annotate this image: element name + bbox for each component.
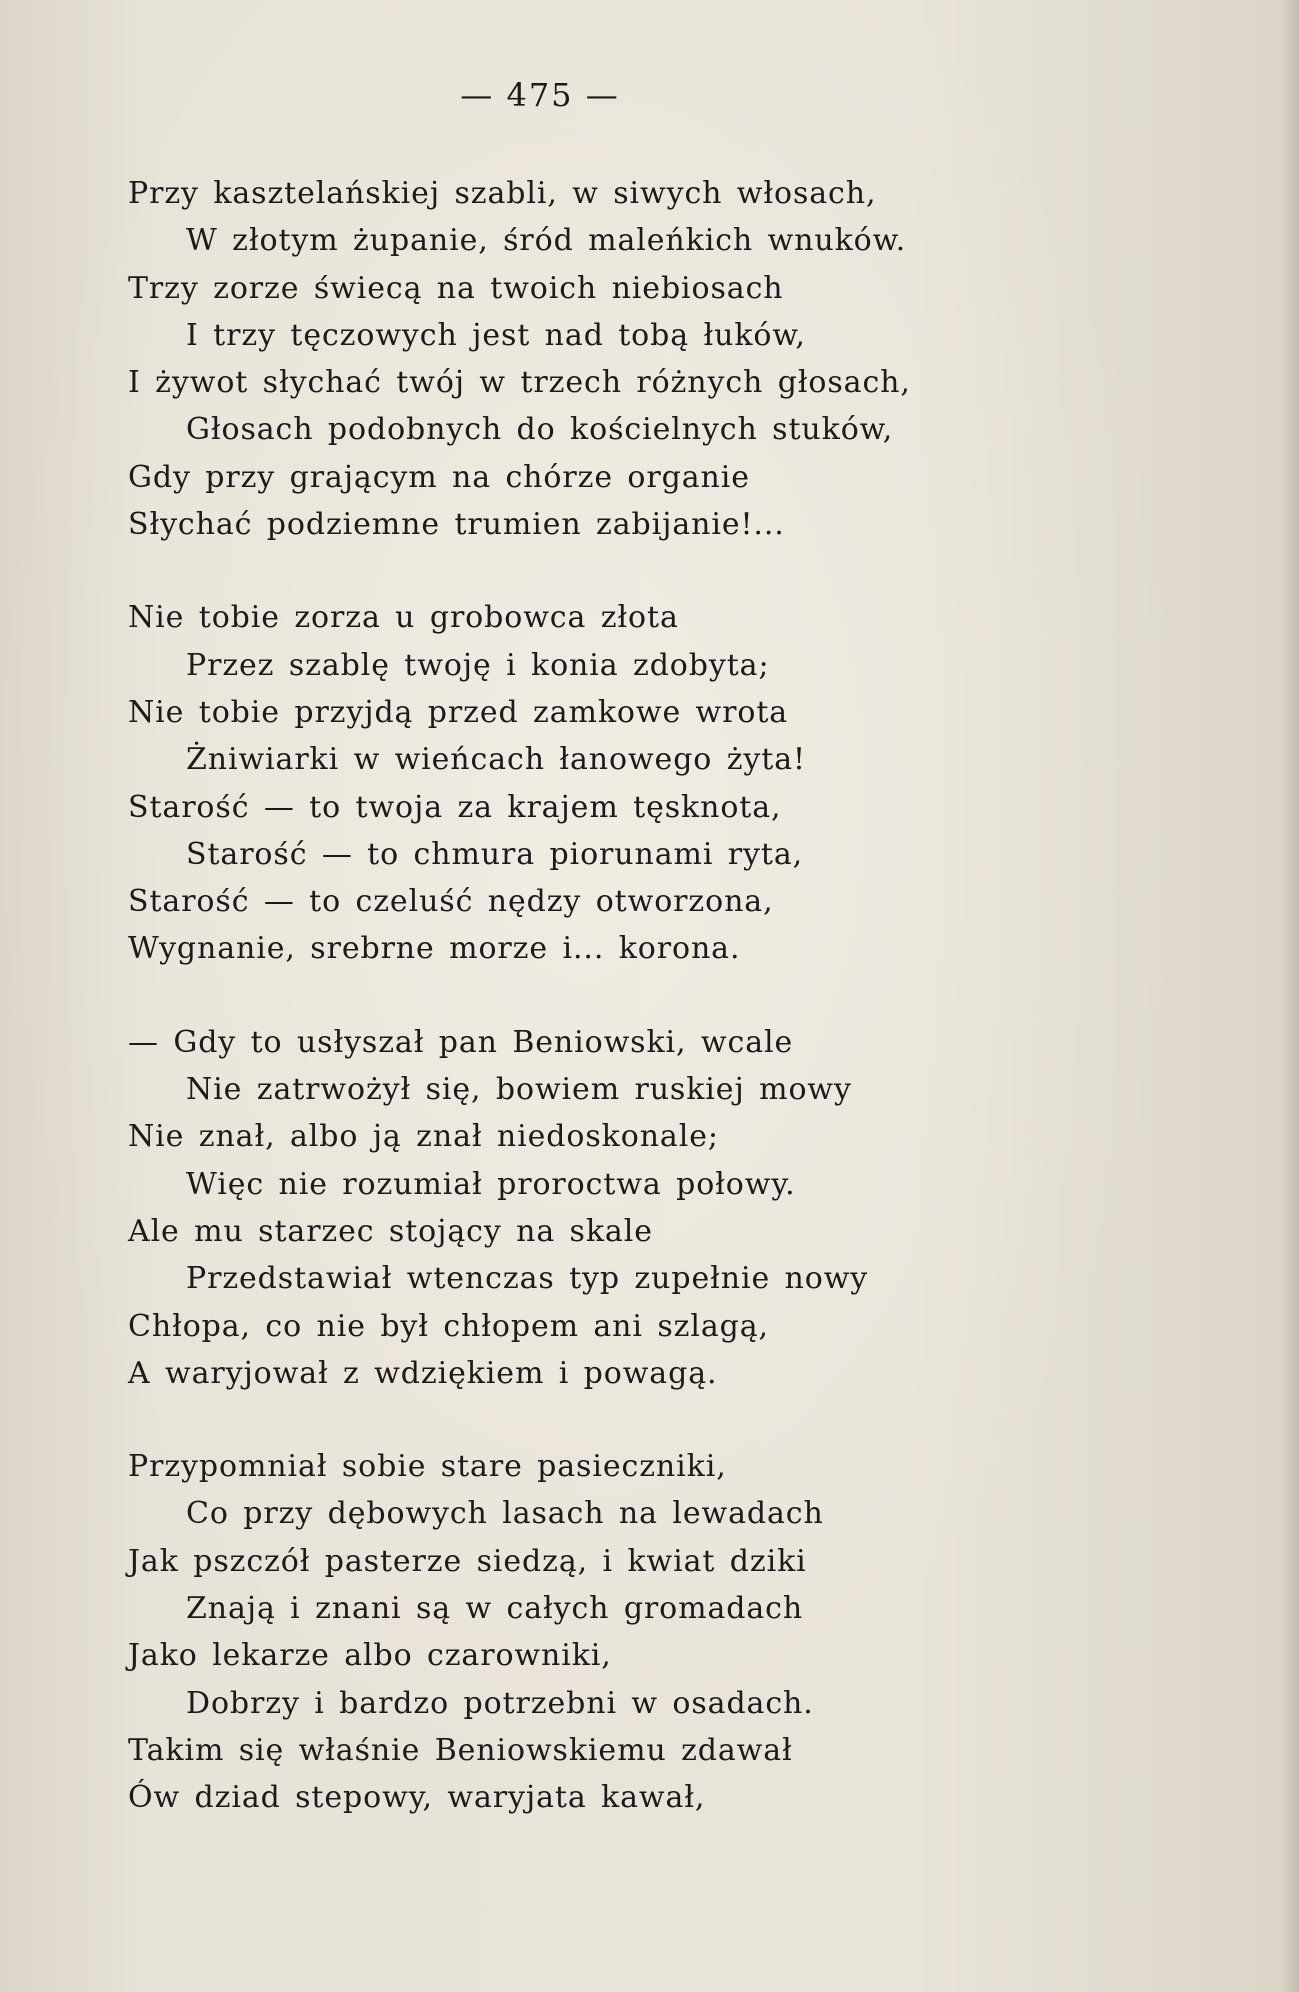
verse-line: I trzy tęczowych jest nad tobą łuków, <box>186 317 806 353</box>
page-binding-shadow <box>1281 0 1299 1992</box>
verse-line: Starość — to twoja za krajem tęsknota, <box>128 789 782 825</box>
verse-line: Jako lekarze albo czarowniki, <box>128 1638 612 1674</box>
verse-line: Ale mu starzec stojący na skale <box>128 1213 653 1249</box>
verse-line: Nie zatrwożył się, bowiem ruskiej mowy <box>186 1072 852 1108</box>
verse-line: Głosach podobnych do kościelnych stuków, <box>186 412 894 448</box>
verse-line: Starość — to czeluść nędzy otworzona, <box>128 884 774 920</box>
verse-line: Więc nie rozumiał proroctwa połowy. <box>186 1166 796 1202</box>
poem-text <box>128 170 1228 1868</box>
verse-line: Gdy przy grającym na chórze organie <box>128 459 750 495</box>
verse-line: Nie tobie zorza u grobowca złota <box>128 600 679 636</box>
stanza <box>128 594 1228 972</box>
stanza <box>128 170 1228 548</box>
verse-line: Przy kasztelańskiej szabli, w siwych włosach, <box>128 176 877 211</box>
verse-line: — Gdy to usłyszał pan Beniowski, wcale <box>128 1024 794 1060</box>
verse-line: Takim się właśnie Beniowskiemu zdawał <box>128 1732 793 1768</box>
verse-line: Przypomniał sobie stare pasieczniki, <box>128 1449 727 1485</box>
verse-line: Znają i znani są w całych gromadach <box>186 1591 804 1627</box>
verse-line: Żniwiarki w wieńcach łanowego żyta! <box>186 742 806 778</box>
verse-line: Wygnanie, srebrne morze i... korona. <box>128 931 741 967</box>
verse-line: Przedstawiał wtenczas typ zupełnie nowy <box>186 1261 869 1297</box>
verse-line: Dobrzy i bardzo potrzebni w osadach. <box>186 1685 814 1721</box>
stanza <box>128 1443 1228 1821</box>
verse-line: Jak pszczół pasterze siedzą, i kwiat dziki <box>128 1543 807 1579</box>
verse-line: A waryjował z wdziękiem i powagą. <box>128 1355 718 1391</box>
verse-line: Starość — to chmura piorunami ryta, <box>186 836 804 872</box>
verse-line: Co przy dębowych lasach na lewadach <box>186 1496 824 1532</box>
verse-line: I żywot słychać twój w trzech różnych głosach, <box>128 365 911 401</box>
verse-line: Przez szablę twoję i konia zdobyta; <box>186 647 770 683</box>
verse-line: Nie tobie przyjdą przed zamkowe wrota <box>128 694 789 730</box>
stanza <box>128 1019 1228 1397</box>
verse-line: Trzy zorze świecą na twoich niebiosach <box>128 270 784 306</box>
verse-line: Nie znał, albo ją znał niedoskonale; <box>128 1119 719 1155</box>
verse-line: W złotym żupanie, śród maleńkich wnuków. <box>186 223 907 259</box>
page-number: — 475 — <box>460 76 620 114</box>
verse-line: Słychać podziemne trumien zabijanie!... <box>128 507 785 543</box>
verse-line: Ów dziad stepowy, waryjata kawał, <box>128 1780 706 1816</box>
verse-line: Chłopa, co nie był chłopem ani szlagą, <box>128 1308 769 1344</box>
